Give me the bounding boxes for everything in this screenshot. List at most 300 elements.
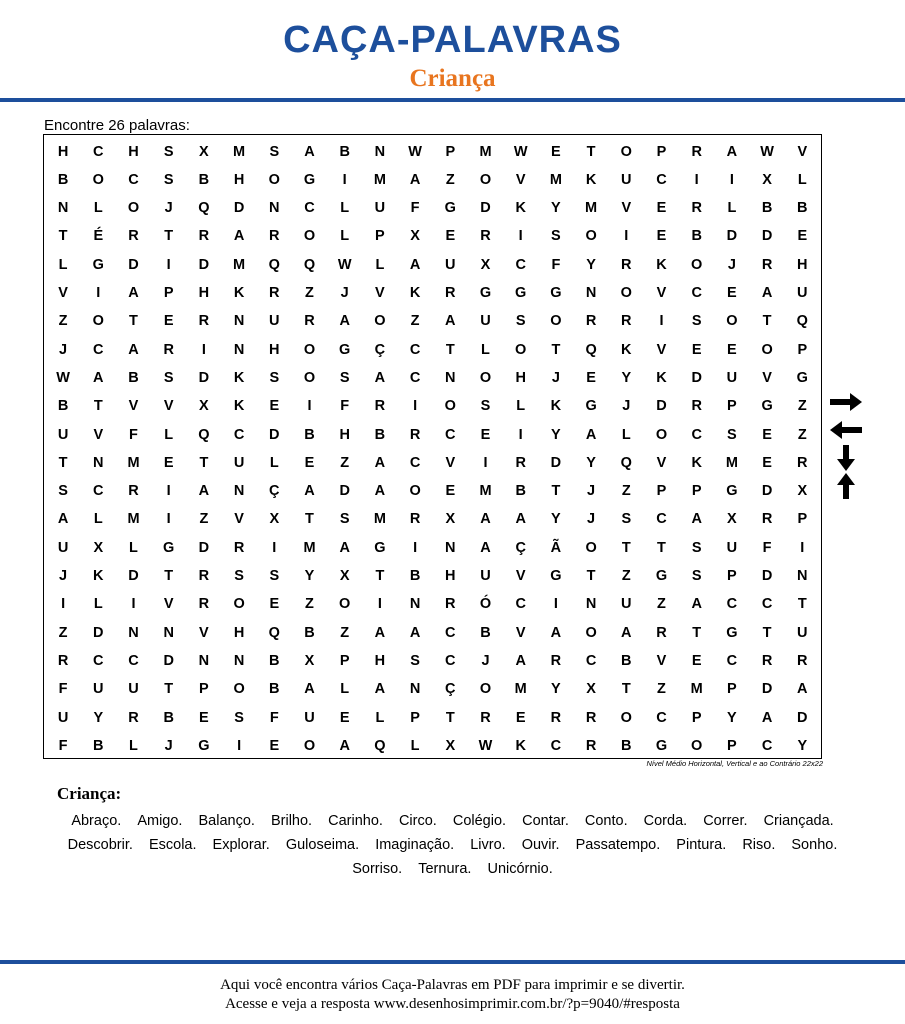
- grid-cell[interactable]: R: [621, 313, 632, 330]
- grid-cell[interactable]: Y: [586, 256, 596, 273]
- grid-cell[interactable]: L: [481, 341, 490, 358]
- grid-cell[interactable]: X: [410, 228, 420, 245]
- grid-cell[interactable]: C: [409, 341, 421, 358]
- grid-cell[interactable]: G: [374, 539, 386, 556]
- grid-cell[interactable]: B: [57, 171, 69, 188]
- grid-cell[interactable]: E: [163, 313, 174, 330]
- grid-cell[interactable]: O: [339, 596, 351, 613]
- grid-cell[interactable]: R: [163, 341, 174, 358]
- grid-cell[interactable]: Y: [551, 200, 561, 217]
- grid-cell[interactable]: D: [198, 256, 210, 273]
- grid-cell[interactable]: K: [515, 737, 526, 754]
- grid-cell[interactable]: R: [409, 511, 421, 528]
- grid-cell[interactable]: G: [479, 285, 492, 301]
- grid-cell[interactable]: I: [518, 228, 523, 245]
- grid-cell[interactable]: O: [409, 483, 421, 500]
- grid-cell[interactable]: Z: [340, 454, 350, 471]
- grid-cell[interactable]: E: [762, 426, 772, 443]
- grid-cell[interactable]: A: [480, 511, 491, 528]
- grid-cell[interactable]: M: [690, 681, 703, 698]
- grid-cell[interactable]: Z: [305, 285, 314, 301]
- grid-cell[interactable]: I: [307, 398, 312, 415]
- grid-cell[interactable]: C: [585, 652, 597, 669]
- grid-cell[interactable]: E: [445, 228, 456, 245]
- grid-cell[interactable]: D: [761, 483, 773, 500]
- grid-cell[interactable]: L: [269, 454, 279, 471]
- grid-cell[interactable]: S: [621, 511, 632, 528]
- grid-cell[interactable]: V: [515, 624, 526, 641]
- grid-cell[interactable]: U: [57, 539, 69, 556]
- grid-cell[interactable]: H: [797, 256, 808, 273]
- grid-cell[interactable]: S: [163, 143, 174, 160]
- grid-cell[interactable]: P: [410, 709, 420, 726]
- grid-cell[interactable]: Q: [585, 341, 597, 358]
- grid-cell[interactable]: E: [551, 143, 561, 160]
- grid-cell[interactable]: T: [797, 596, 807, 613]
- grid-cell[interactable]: V: [199, 624, 209, 641]
- grid-cell[interactable]: I: [800, 539, 805, 556]
- grid-cell[interactable]: G: [796, 369, 808, 386]
- grid-cell[interactable]: T: [586, 568, 596, 584]
- grid-cell[interactable]: O: [479, 681, 492, 698]
- grid-cell[interactable]: K: [585, 171, 597, 188]
- grid-cell[interactable]: F: [340, 398, 350, 415]
- grid-cell[interactable]: A: [761, 709, 773, 726]
- grid-cell[interactable]: C: [233, 426, 245, 443]
- grid-cell[interactable]: U: [269, 313, 280, 330]
- grid-cell[interactable]: V: [58, 285, 68, 301]
- grid-cell[interactable]: A: [550, 624, 562, 641]
- grid-cell[interactable]: B: [621, 737, 632, 754]
- grid-cell[interactable]: G: [655, 568, 668, 584]
- grid-cell[interactable]: V: [234, 511, 244, 528]
- grid-cell[interactable]: R: [515, 454, 526, 471]
- grid-cell[interactable]: U: [480, 568, 491, 584]
- grid-cell[interactable]: A: [797, 681, 808, 698]
- grid-cell[interactable]: M: [479, 143, 492, 160]
- grid-cell[interactable]: C: [726, 652, 738, 669]
- grid-cell[interactable]: I: [413, 398, 418, 415]
- grid-cell[interactable]: H: [269, 341, 280, 358]
- grid-cell[interactable]: T: [164, 568, 174, 584]
- grid-cell[interactable]: V: [762, 369, 772, 386]
- grid-cell[interactable]: Y: [551, 511, 561, 528]
- grid-cell[interactable]: A: [515, 511, 526, 528]
- grid-cell[interactable]: C: [656, 709, 667, 726]
- grid-cell[interactable]: X: [445, 511, 456, 528]
- grid-cell[interactable]: D: [761, 228, 773, 245]
- grid-cell[interactable]: J: [622, 398, 631, 415]
- grid-cell[interactable]: A: [198, 483, 210, 500]
- grid-cell[interactable]: Z: [410, 313, 420, 330]
- grid-cell[interactable]: O: [691, 737, 703, 754]
- grid-cell[interactable]: V: [515, 568, 526, 584]
- grid-cell[interactable]: N: [409, 681, 421, 698]
- grid-cell[interactable]: S: [551, 228, 561, 245]
- grid-cell[interactable]: R: [480, 228, 491, 245]
- grid-cell[interactable]: D: [93, 624, 104, 641]
- grid-cell[interactable]: M: [479, 483, 492, 500]
- grid-cell[interactable]: I: [166, 483, 171, 500]
- grid-cell[interactable]: C: [93, 483, 104, 500]
- grid-cell[interactable]: L: [516, 398, 526, 415]
- grid-cell[interactable]: X: [199, 398, 209, 415]
- grid-cell[interactable]: C: [93, 143, 104, 160]
- grid-cell[interactable]: D: [339, 483, 350, 500]
- grid-cell[interactable]: I: [518, 426, 523, 443]
- grid-cell[interactable]: P: [727, 568, 737, 584]
- grid-cell[interactable]: T: [551, 483, 561, 500]
- grid-cell[interactable]: T: [93, 398, 103, 415]
- grid-cell[interactable]: E: [515, 709, 526, 726]
- grid-cell[interactable]: O: [585, 624, 597, 641]
- grid-cell[interactable]: R: [656, 624, 667, 641]
- grid-cell[interactable]: I: [166, 256, 171, 273]
- grid-cell[interactable]: N: [585, 596, 597, 613]
- grid-cell[interactable]: G: [585, 398, 597, 415]
- grid-cell[interactable]: L: [93, 511, 103, 528]
- grid-cell[interactable]: L: [129, 737, 138, 754]
- grid-cell[interactable]: D: [480, 200, 491, 217]
- grid-cell[interactable]: J: [727, 256, 736, 273]
- grid-cell[interactable]: A: [409, 171, 421, 188]
- grid-cell[interactable]: W: [513, 143, 528, 160]
- grid-cell[interactable]: S: [163, 369, 174, 386]
- grid-cell[interactable]: I: [61, 596, 66, 613]
- grid-cell[interactable]: R: [374, 398, 386, 415]
- grid-cell[interactable]: B: [163, 709, 174, 726]
- grid-cell[interactable]: A: [304, 681, 315, 698]
- grid-cell[interactable]: H: [515, 369, 526, 386]
- grid-cell[interactable]: G: [515, 285, 527, 301]
- grid-cell[interactable]: C: [304, 200, 315, 217]
- grid-cell[interactable]: H: [233, 624, 245, 641]
- grid-cell[interactable]: C: [409, 369, 421, 386]
- grid-cell[interactable]: M: [303, 539, 316, 556]
- grid-cell[interactable]: A: [726, 143, 738, 160]
- grid-cell[interactable]: C: [445, 624, 456, 641]
- grid-cell[interactable]: L: [410, 737, 420, 754]
- grid-cell[interactable]: I: [342, 171, 347, 188]
- grid-cell[interactable]: O: [303, 737, 316, 754]
- grid-cell[interactable]: B: [480, 624, 491, 641]
- grid-cell[interactable]: O: [761, 341, 773, 358]
- grid-cell[interactable]: X: [480, 256, 491, 273]
- grid-cell[interactable]: B: [374, 426, 386, 443]
- grid-cell[interactable]: F: [269, 709, 279, 726]
- grid-cell[interactable]: H: [374, 652, 386, 669]
- grid-cell[interactable]: R: [304, 313, 315, 330]
- grid-cell[interactable]: P: [656, 483, 667, 500]
- grid-cell[interactable]: U: [726, 369, 738, 386]
- grid-cell[interactable]: S: [269, 369, 280, 386]
- grid-cell[interactable]: Z: [797, 426, 807, 443]
- grid-cell[interactable]: V: [128, 398, 139, 415]
- grid-cell[interactable]: D: [691, 369, 702, 386]
- grid-cell[interactable]: U: [57, 709, 69, 726]
- grid-cell[interactable]: U: [797, 624, 808, 641]
- grid-cell[interactable]: G: [726, 624, 738, 641]
- grid-cell[interactable]: L: [129, 539, 138, 556]
- grid-cell[interactable]: S: [58, 483, 68, 500]
- grid-cell[interactable]: E: [691, 652, 702, 669]
- grid-cell[interactable]: Y: [304, 568, 315, 584]
- grid-cell[interactable]: C: [550, 737, 562, 754]
- grid-cell[interactable]: N: [233, 483, 245, 500]
- grid-cell[interactable]: P: [656, 143, 667, 160]
- grid-cell[interactable]: W: [760, 143, 774, 160]
- grid-cell[interactable]: V: [656, 652, 667, 669]
- grid-cell[interactable]: S: [691, 539, 702, 556]
- grid-cell[interactable]: J: [164, 737, 173, 754]
- grid-cell[interactable]: V: [163, 596, 174, 613]
- grid-cell[interactable]: G: [761, 398, 773, 415]
- grid-cell[interactable]: A: [691, 596, 702, 613]
- grid-cell[interactable]: R: [269, 228, 280, 245]
- grid-cell[interactable]: Ç: [515, 539, 526, 556]
- grid-cell[interactable]: I: [694, 171, 699, 188]
- grid-cell[interactable]: A: [409, 256, 421, 273]
- grid-cell[interactable]: S: [234, 568, 244, 584]
- grid-cell[interactable]: L: [375, 256, 385, 273]
- grid-cell[interactable]: S: [691, 313, 702, 330]
- grid-cell[interactable]: E: [199, 709, 209, 726]
- grid-cell[interactable]: R: [409, 426, 421, 443]
- grid-cell[interactable]: F: [410, 200, 420, 217]
- grid-cell[interactable]: B: [515, 483, 526, 500]
- grid-cell[interactable]: I: [624, 228, 629, 245]
- grid-cell[interactable]: V: [445, 454, 456, 471]
- grid-cell[interactable]: Q: [198, 426, 210, 443]
- grid-cell[interactable]: J: [164, 200, 173, 217]
- grid-cell[interactable]: C: [726, 596, 738, 613]
- grid-cell[interactable]: T: [657, 539, 666, 556]
- grid-cell[interactable]: O: [233, 596, 245, 613]
- grid-cell[interactable]: H: [198, 285, 210, 301]
- grid-cell[interactable]: J: [340, 285, 349, 301]
- grid-cell[interactable]: H: [57, 143, 69, 160]
- grid-cell[interactable]: T: [305, 511, 314, 528]
- grid-cell[interactable]: Q: [198, 200, 210, 217]
- grid-cell[interactable]: G: [163, 539, 175, 556]
- grid-cell[interactable]: P: [375, 228, 385, 245]
- grid-cell[interactable]: T: [586, 143, 596, 160]
- grid-cell[interactable]: A: [304, 143, 315, 160]
- grid-cell[interactable]: X: [269, 511, 280, 528]
- grid-cell[interactable]: P: [199, 681, 209, 698]
- grid-cell[interactable]: M: [585, 200, 598, 217]
- grid-cell[interactable]: Y: [621, 369, 632, 386]
- grid-cell[interactable]: U: [374, 200, 386, 217]
- grid-cell[interactable]: U: [93, 681, 104, 698]
- grid-cell[interactable]: U: [621, 596, 632, 613]
- grid-cell[interactable]: J: [587, 483, 596, 500]
- grid-cell[interactable]: O: [92, 171, 104, 188]
- grid-cell[interactable]: D: [550, 454, 562, 471]
- grid-cell[interactable]: C: [93, 652, 104, 669]
- grid-cell[interactable]: G: [339, 341, 351, 358]
- grid-cell[interactable]: C: [128, 171, 139, 188]
- grid-cell[interactable]: S: [691, 568, 702, 584]
- grid-cell[interactable]: G: [303, 171, 316, 188]
- grid-cell[interactable]: T: [58, 454, 68, 471]
- grid-cell[interactable]: X: [199, 143, 209, 160]
- grid-cell[interactable]: L: [93, 200, 103, 217]
- grid-cell[interactable]: B: [761, 200, 773, 217]
- grid-cell[interactable]: K: [515, 200, 526, 217]
- grid-cell[interactable]: R: [128, 228, 139, 245]
- grid-cell[interactable]: I: [377, 596, 382, 613]
- grid-cell[interactable]: P: [445, 143, 456, 160]
- grid-cell[interactable]: S: [234, 709, 244, 726]
- grid-cell[interactable]: L: [164, 426, 174, 443]
- grid-cell[interactable]: I: [201, 341, 206, 358]
- grid-cell[interactable]: D: [163, 652, 174, 669]
- grid-cell[interactable]: Y: [551, 681, 561, 698]
- grid-cell[interactable]: T: [164, 228, 174, 245]
- grid-cell[interactable]: I: [131, 596, 136, 613]
- grid-cell[interactable]: P: [727, 398, 737, 415]
- grid-cell[interactable]: E: [586, 369, 596, 386]
- grid-cell[interactable]: P: [339, 652, 350, 669]
- grid-cell[interactable]: A: [761, 285, 773, 301]
- grid-cell[interactable]: Z: [305, 596, 314, 613]
- grid-cell[interactable]: A: [339, 737, 350, 754]
- grid-cell[interactable]: A: [409, 624, 421, 641]
- grid-cell[interactable]: A: [374, 454, 386, 471]
- grid-cell[interactable]: N: [269, 200, 280, 217]
- grid-cell[interactable]: B: [797, 200, 808, 217]
- grid-cell[interactable]: T: [375, 568, 385, 584]
- grid-cell[interactable]: X: [586, 681, 596, 698]
- grid-cell[interactable]: W: [408, 143, 422, 160]
- grid-cell[interactable]: C: [761, 737, 773, 754]
- grid-cell[interactable]: O: [515, 341, 527, 358]
- grid-cell[interactable]: R: [198, 228, 210, 245]
- grid-cell[interactable]: A: [445, 313, 456, 330]
- grid-cell[interactable]: Ç: [374, 341, 386, 358]
- grid-cell[interactable]: Z: [445, 171, 455, 188]
- grid-cell[interactable]: N: [198, 652, 210, 669]
- grid-cell[interactable]: M: [373, 171, 386, 188]
- grid-cell[interactable]: O: [479, 369, 492, 386]
- grid-cell[interactable]: C: [515, 256, 526, 273]
- grid-cell[interactable]: S: [269, 143, 280, 160]
- grid-cell[interactable]: X: [762, 171, 772, 188]
- grid-cell[interactable]: A: [128, 341, 139, 358]
- grid-cell[interactable]: P: [727, 681, 737, 698]
- grid-cell[interactable]: E: [269, 398, 280, 415]
- grid-cell[interactable]: D: [656, 398, 667, 415]
- grid-cell[interactable]: R: [57, 652, 69, 669]
- grid-cell[interactable]: B: [304, 426, 315, 443]
- grid-cell[interactable]: Q: [268, 256, 280, 273]
- grid-cell[interactable]: Q: [796, 313, 808, 330]
- grid-cell[interactable]: B: [93, 737, 104, 754]
- grid-cell[interactable]: B: [621, 652, 632, 669]
- grid-cell[interactable]: O: [127, 200, 140, 217]
- grid-cell[interactable]: I: [553, 596, 558, 613]
- grid-cell[interactable]: O: [92, 313, 104, 330]
- grid-cell[interactable]: Z: [199, 511, 209, 528]
- grid-cell[interactable]: B: [409, 568, 421, 584]
- grid-cell[interactable]: O: [585, 539, 597, 556]
- grid-cell[interactable]: R: [233, 539, 245, 556]
- grid-cell[interactable]: S: [480, 398, 491, 415]
- grid-cell[interactable]: I: [272, 539, 277, 556]
- grid-cell[interactable]: L: [727, 200, 737, 217]
- grid-cell[interactable]: E: [762, 454, 772, 471]
- grid-cell[interactable]: K: [656, 369, 667, 386]
- grid-cell[interactable]: O: [655, 426, 668, 443]
- grid-cell[interactable]: E: [163, 454, 174, 471]
- grid-cell[interactable]: L: [340, 200, 350, 217]
- grid-cell[interactable]: L: [797, 171, 807, 188]
- grid-cell[interactable]: C: [409, 454, 421, 471]
- grid-cell[interactable]: I: [237, 737, 242, 754]
- grid-cell[interactable]: V: [515, 171, 526, 188]
- grid-cell[interactable]: R: [691, 143, 702, 160]
- grid-cell[interactable]: A: [691, 511, 702, 528]
- grid-cell[interactable]: C: [656, 511, 667, 528]
- grid-cell[interactable]: T: [762, 313, 772, 330]
- grid-cell[interactable]: S: [269, 568, 280, 584]
- grid-cell[interactable]: R: [128, 709, 139, 726]
- grid-cell[interactable]: H: [339, 426, 350, 443]
- grid-cell[interactable]: X: [304, 652, 315, 669]
- grid-cell[interactable]: D: [128, 568, 139, 584]
- grid-cell[interactable]: I: [729, 171, 734, 188]
- grid-cell[interactable]: A: [57, 511, 69, 528]
- grid-cell[interactable]: P: [691, 483, 702, 500]
- grid-cell[interactable]: D: [128, 256, 139, 273]
- grid-cell[interactable]: J: [481, 652, 490, 669]
- grid-cell[interactable]: R: [797, 652, 808, 669]
- grid-cell[interactable]: R: [691, 398, 702, 415]
- grid-cell[interactable]: T: [58, 228, 68, 245]
- grid-cell[interactable]: A: [339, 539, 350, 556]
- grid-cell[interactable]: P: [691, 709, 702, 726]
- grid-cell[interactable]: R: [585, 313, 597, 330]
- grid-cell[interactable]: Ç: [269, 483, 280, 500]
- grid-cell[interactable]: N: [233, 341, 245, 358]
- grid-cell[interactable]: E: [480, 426, 491, 443]
- grid-cell[interactable]: D: [761, 681, 773, 698]
- grid-cell[interactable]: Y: [93, 709, 104, 726]
- grid-cell[interactable]: R: [585, 737, 597, 754]
- grid-cell[interactable]: Z: [657, 681, 666, 698]
- grid-cell[interactable]: V: [797, 143, 808, 160]
- grid-cell[interactable]: T: [129, 313, 138, 330]
- grid-cell[interactable]: U: [128, 681, 139, 698]
- grid-cell[interactable]: D: [269, 426, 280, 443]
- grid-cell[interactable]: P: [163, 285, 174, 301]
- grid-cell[interactable]: U: [797, 285, 808, 301]
- grid-cell[interactable]: V: [656, 285, 667, 301]
- grid-cell[interactable]: U: [726, 539, 738, 556]
- grid-cell[interactable]: G: [444, 200, 456, 217]
- grid-cell[interactable]: U: [304, 709, 315, 726]
- grid-cell[interactable]: A: [339, 313, 350, 330]
- grid-cell[interactable]: C: [445, 652, 456, 669]
- grid-cell[interactable]: Q: [620, 454, 632, 471]
- grid-cell[interactable]: O: [620, 285, 632, 301]
- grid-cell[interactable]: T: [762, 624, 772, 641]
- grid-cell[interactable]: I: [483, 454, 488, 471]
- grid-cell[interactable]: Y: [586, 454, 596, 471]
- grid-cell[interactable]: F: [762, 539, 772, 556]
- grid-cell[interactable]: Y: [551, 426, 561, 443]
